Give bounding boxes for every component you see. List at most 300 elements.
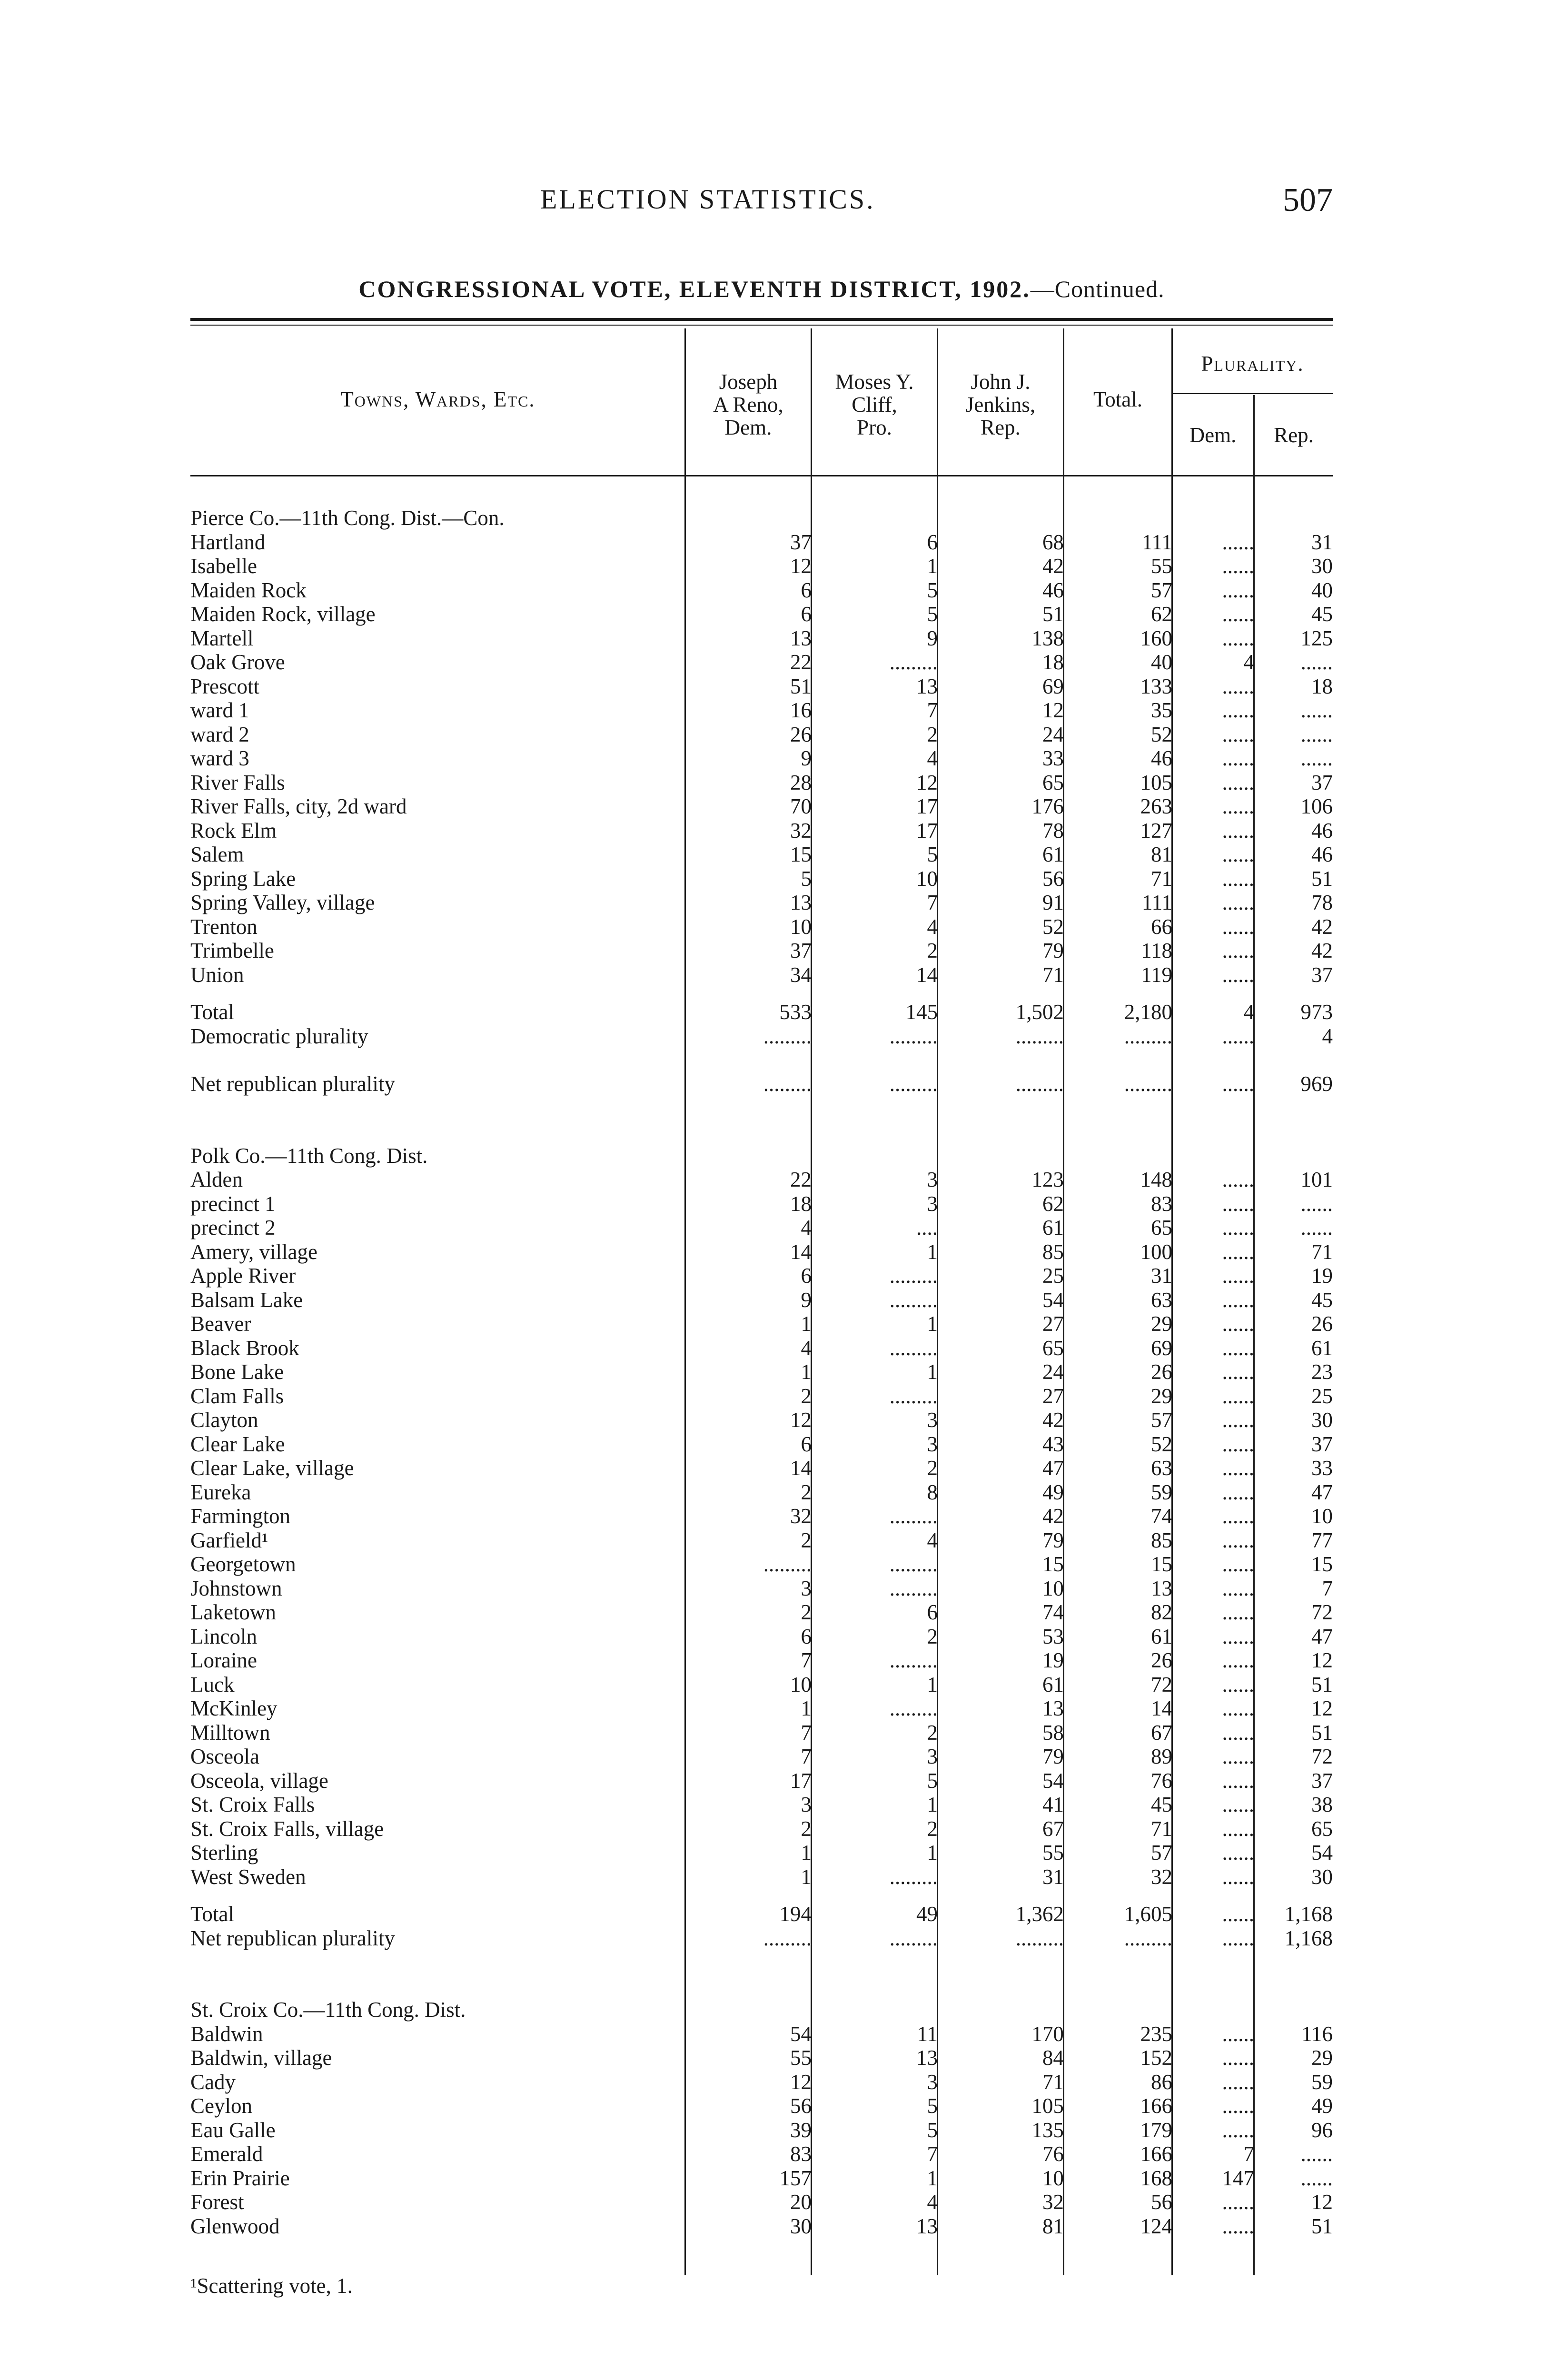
- cell-rep: 37: [1311, 962, 1333, 987]
- table-row: [190, 1360, 1333, 1384]
- row-label: Clear Lake: [190, 1432, 285, 1456]
- cell-rep: 30: [1311, 1408, 1333, 1432]
- cell-dem: ......: [1222, 770, 1254, 794]
- table-row: [190, 771, 1333, 795]
- table-row: [190, 554, 1333, 578]
- table-row: [190, 1504, 1333, 1528]
- cell-total: 82: [1151, 1600, 1172, 1624]
- row-label: ward 1: [190, 698, 249, 722]
- cell-rep: 51: [1311, 2214, 1333, 2238]
- cell-cliff: 11: [917, 2022, 938, 2046]
- cell-total: .........: [1124, 1072, 1172, 1096]
- cell-cliff: .........: [889, 1384, 938, 1408]
- cell-jenkins: 27: [1042, 1312, 1064, 1336]
- cell-jenkins: 46: [1042, 578, 1064, 602]
- cell-cliff: .........: [889, 1264, 938, 1288]
- cell-cliff: 13: [916, 2214, 938, 2238]
- cell-dem: ......: [1222, 554, 1254, 578]
- cell-total: 13: [1151, 1576, 1172, 1600]
- cell-reno: 9: [801, 746, 812, 770]
- cell-reno: 32: [790, 1504, 812, 1528]
- cell-rep: 10: [1311, 1504, 1333, 1528]
- row-label: Eureka: [190, 1480, 251, 1504]
- cell-reno: .........: [763, 1926, 812, 1950]
- cell-reno: 10: [790, 1672, 812, 1696]
- row-label: Apple River: [190, 1264, 296, 1288]
- cell-dem: ......: [1222, 1384, 1254, 1408]
- table-row: [190, 1528, 1333, 1553]
- cell-rep: ......: [1300, 1191, 1333, 1216]
- running-title: ELECTION STATISTICS.: [540, 184, 875, 215]
- row-label: Laketown: [190, 1600, 276, 1624]
- header-jenkins: John J. Jenkins, Rep.: [965, 370, 1036, 439]
- cell-cliff: 9: [927, 626, 938, 650]
- cell-total: 2,180: [1124, 1000, 1172, 1024]
- blank-row: [190, 1096, 1333, 1120]
- row-label: Total: [190, 1000, 234, 1024]
- cell-dem: ......: [1222, 674, 1254, 698]
- page-number: 507: [1283, 182, 1333, 218]
- table-row: [190, 746, 1333, 771]
- cell-cliff: 5: [927, 843, 938, 866]
- cell-total: 85: [1151, 1528, 1172, 1552]
- cell-cliff: 5: [927, 2094, 938, 2118]
- cell-rep: 30: [1311, 554, 1333, 578]
- cell-rep: 51: [1311, 866, 1333, 891]
- table-row: [190, 1721, 1333, 1745]
- cell-cliff: 8: [927, 1480, 938, 1504]
- cell-dem: ......: [1222, 2214, 1254, 2238]
- cell-reno: 2: [801, 1816, 812, 1841]
- spacer-cell: [190, 1974, 1333, 1998]
- row-label: Clayton: [190, 1408, 258, 1432]
- row-label: Maiden Rock, village: [190, 602, 376, 626]
- cell-dem: ......: [1222, 578, 1254, 602]
- cell-total: 66: [1151, 914, 1172, 939]
- cell-reno: .........: [763, 1072, 812, 1096]
- table-row: [190, 674, 1333, 699]
- cell-reno: .........: [763, 1024, 812, 1048]
- row-label: Lincoln: [190, 1624, 257, 1648]
- table-row: [190, 1264, 1333, 1288]
- cell-rep: 49: [1311, 2094, 1333, 2118]
- cell-dem: ......: [1222, 1576, 1254, 1600]
- cell-jenkins: 42: [1042, 554, 1064, 578]
- cell-cliff: 3: [927, 1745, 938, 1768]
- cell-dem: ......: [1222, 1432, 1254, 1456]
- cell-total: 71: [1151, 866, 1172, 891]
- cell-reno: 6: [801, 602, 812, 626]
- cell-jenkins: 49: [1042, 1480, 1064, 1504]
- cell-jenkins: 51: [1042, 602, 1064, 626]
- cell-cliff: 1: [927, 2166, 938, 2190]
- cell-cliff: 14: [916, 962, 938, 987]
- header-cliff: Moses Y. Cliff, Pro.: [835, 370, 914, 439]
- cell-rep: 30: [1311, 1864, 1333, 1889]
- cell-cliff: 3: [927, 1191, 938, 1216]
- row-label: Luck: [190, 1672, 235, 1696]
- blank-row: [190, 1950, 1333, 1974]
- blank-row: [190, 1048, 1333, 1072]
- table-row: [190, 1336, 1333, 1360]
- cell-rep: 46: [1311, 818, 1333, 843]
- cell-rep: 54: [1311, 1841, 1333, 1864]
- cell-cliff: .........: [889, 1072, 938, 1096]
- cell-jenkins: 25: [1042, 1264, 1064, 1288]
- cell-reno: 2: [801, 1600, 812, 1624]
- cell-total: 63: [1151, 1456, 1172, 1480]
- row-label: Salem: [190, 843, 244, 866]
- row-label: Forest: [190, 2190, 244, 2214]
- row-label: McKinley: [190, 1696, 277, 1720]
- row-label: Trimbelle: [190, 939, 274, 962]
- cell-jenkins: 85: [1042, 1240, 1064, 1264]
- cell-total: 67: [1151, 1720, 1172, 1745]
- cell-reno: 194: [779, 1902, 812, 1926]
- cell-dem: 147: [1222, 2166, 1254, 2190]
- row-label: Eau Galle: [190, 2118, 276, 2142]
- cell-dem: ......: [1222, 1720, 1254, 1745]
- row-label: Union: [190, 962, 244, 987]
- cell-rep: 31: [1311, 530, 1333, 554]
- cell-cliff: 7: [927, 698, 938, 722]
- cell-cliff: .........: [889, 1576, 938, 1600]
- cell-cliff: 3: [927, 1408, 938, 1432]
- cell-total: 57: [1151, 578, 1172, 602]
- table-row: [190, 2166, 1333, 2191]
- cell-jenkins: 33: [1042, 746, 1064, 770]
- cell-cliff: 4: [927, 2190, 938, 2214]
- cell-reno: 4: [801, 1336, 812, 1360]
- cell-jenkins: 1,362: [1015, 1902, 1064, 1926]
- cell-total: 63: [1151, 1288, 1172, 1312]
- cell-reno: 12: [790, 2070, 812, 2094]
- cell-jenkins: 69: [1042, 674, 1064, 698]
- cell-reno: 157: [779, 2166, 812, 2190]
- cell-cliff: 5: [927, 602, 938, 626]
- spacer-cell: [190, 987, 1333, 1000]
- cell-jenkins: 56: [1042, 866, 1064, 891]
- cell-rep: 33: [1311, 1456, 1333, 1480]
- cell-total: 168: [1140, 2166, 1172, 2190]
- row-label: Net republican plurality: [190, 1926, 395, 1950]
- cell-dem: ......: [1222, 1864, 1254, 1889]
- cell-rep: 46: [1311, 843, 1333, 866]
- row-label: Democratic plurality: [190, 1024, 368, 1048]
- cell-cliff: 10: [916, 866, 938, 891]
- cell-dem: ......: [1222, 1696, 1254, 1720]
- table-row: [190, 1817, 1333, 1841]
- row-label: Baldwin: [190, 2022, 263, 2046]
- row-label: Sterling: [190, 1841, 258, 1864]
- cell-cliff: 1: [927, 1312, 938, 1336]
- cell-total: 76: [1151, 1768, 1172, 1793]
- cell-total: 55: [1151, 554, 1172, 578]
- header-reno: Joseph A Reno, Dem.: [713, 370, 783, 439]
- cell-dem: ......: [1222, 530, 1254, 554]
- cell-total: .........: [1124, 1926, 1172, 1950]
- header-total: Total.: [1093, 387, 1143, 411]
- cell-total: 26: [1151, 1360, 1172, 1384]
- cell-cliff: 5: [927, 2118, 938, 2142]
- cell-jenkins: 71: [1042, 2070, 1064, 2094]
- table-row: [190, 1625, 1333, 1649]
- section-heading-row: [190, 1144, 1333, 1168]
- cell-jenkins: 53: [1042, 1624, 1064, 1648]
- row-label: St. Croix Falls: [190, 1793, 315, 1816]
- cell-total: 26: [1151, 1648, 1172, 1672]
- cell-rep: 37: [1311, 770, 1333, 794]
- cell-total: 179: [1140, 2118, 1172, 2142]
- cell-cliff: 7: [927, 891, 938, 914]
- cell-cliff: .........: [889, 1864, 938, 1889]
- cell-jenkins: 32: [1042, 2190, 1064, 2214]
- row-label: Total: [190, 1902, 234, 1926]
- header-top-rule-thin: [190, 325, 1333, 326]
- cell-reno: 17: [790, 1768, 812, 1793]
- cell-rep: 15: [1311, 1552, 1333, 1576]
- cell-total: 166: [1140, 2142, 1172, 2166]
- table-row: [190, 2190, 1333, 2214]
- table-row: [190, 650, 1333, 674]
- cell-cliff: 2: [927, 1720, 938, 1745]
- cell-dem: ......: [1222, 794, 1254, 818]
- cell-dem: ......: [1222, 1456, 1254, 1480]
- table-row: [190, 1600, 1333, 1625]
- table-row: [190, 2022, 1333, 2046]
- row-label: Bone Lake: [190, 1360, 284, 1384]
- cell-rep: ......: [1300, 1216, 1333, 1240]
- row-label: Martell: [190, 626, 254, 650]
- cell-jenkins: 76: [1042, 2142, 1064, 2166]
- row-label: Maiden Rock: [190, 578, 307, 602]
- cell-dem: ......: [1222, 1504, 1254, 1528]
- cell-cliff: 6: [927, 530, 938, 554]
- cell-cliff: 145: [905, 1000, 938, 1024]
- table-row: [190, 2094, 1333, 2118]
- cell-reno: 51: [790, 674, 812, 698]
- cell-rep: 77: [1311, 1528, 1333, 1552]
- cell-reno: 1: [801, 1841, 812, 1864]
- cell-rep: 37: [1311, 1432, 1333, 1456]
- cell-rep: ......: [1300, 746, 1333, 770]
- cell-rep: 25: [1311, 1384, 1333, 1408]
- cell-cliff: 13: [916, 2046, 938, 2070]
- cell-total: 46: [1151, 746, 1172, 770]
- table-row: [190, 530, 1333, 555]
- cell-reno: 14: [790, 1240, 812, 1264]
- cell-rep: 969: [1300, 1072, 1333, 1096]
- cell-reno: 1: [801, 1696, 812, 1720]
- cell-jenkins: 79: [1042, 1528, 1064, 1552]
- cell-dem: ......: [1222, 722, 1254, 746]
- table-row: [190, 1312, 1333, 1336]
- cell-total: 166: [1140, 2094, 1172, 2118]
- cell-rep: ......: [1300, 698, 1333, 722]
- cell-reno: 14: [790, 1456, 812, 1480]
- spacer-cell: [190, 1120, 1333, 1144]
- row-label: Osceola: [190, 1745, 259, 1768]
- table-row: [190, 939, 1333, 963]
- cell-reno: .........: [763, 1552, 812, 1576]
- cell-dem: ......: [1222, 1240, 1254, 1264]
- cell-rep: 12: [1311, 1696, 1333, 1720]
- cell-total: 133: [1140, 674, 1172, 698]
- cell-dem: ......: [1222, 1288, 1254, 1312]
- cell-rep: 42: [1311, 939, 1333, 962]
- cell-jenkins: 27: [1042, 1384, 1064, 1408]
- cell-jenkins: 62: [1042, 1191, 1064, 1216]
- cell-dem: ......: [1222, 1600, 1254, 1624]
- cell-reno: 6: [801, 1432, 812, 1456]
- cell-rep: 47: [1311, 1624, 1333, 1648]
- table-row: [190, 1552, 1333, 1577]
- cell-cliff: 13: [916, 674, 938, 698]
- cell-reno: 7: [801, 1720, 812, 1745]
- section-heading-row: [190, 1998, 1333, 2022]
- cell-total: 111: [1141, 530, 1172, 554]
- cell-dem: ......: [1222, 1624, 1254, 1648]
- total-row: [190, 1902, 1333, 1926]
- row-label: Erin Prairie: [190, 2166, 290, 2190]
- cell-total: 29: [1151, 1312, 1172, 1336]
- table-row: [190, 1841, 1333, 1865]
- table-row: [190, 915, 1333, 939]
- table-row: [190, 1072, 1333, 1096]
- cell-total: 57: [1151, 1408, 1172, 1432]
- row-label: Milltown: [190, 1720, 270, 1745]
- cell-jenkins: 58: [1042, 1720, 1064, 1745]
- cell-reno: 55: [790, 2046, 812, 2070]
- cell-dem: ......: [1222, 914, 1254, 939]
- cell-jenkins: 52: [1042, 914, 1064, 939]
- cell-dem: ......: [1222, 818, 1254, 843]
- cell-total: 61: [1151, 1624, 1172, 1648]
- cell-dem: ......: [1222, 1408, 1254, 1432]
- cell-rep: 12: [1311, 1648, 1333, 1672]
- cell-reno: 1: [801, 1360, 812, 1384]
- cell-reno: 32: [790, 818, 812, 843]
- cell-total: .........: [1124, 1024, 1172, 1048]
- cell-dem: ......: [1222, 2118, 1254, 2142]
- table-row: [190, 1240, 1333, 1264]
- cell-reno: 22: [790, 1168, 812, 1191]
- total-row: [190, 1000, 1333, 1024]
- cell-total: 65: [1151, 1216, 1172, 1240]
- cell-rep: 1,168: [1284, 1926, 1333, 1950]
- cell-reno: 34: [790, 962, 812, 987]
- cell-total: 118: [1141, 939, 1172, 962]
- cell-total: 148: [1140, 1168, 1172, 1191]
- cell-cliff: .........: [889, 1336, 938, 1360]
- spacer-row: [190, 1889, 1333, 1902]
- cell-cliff: 17: [916, 794, 938, 818]
- cell-cliff: 4: [927, 1528, 938, 1552]
- cell-rep: 1,168: [1284, 1902, 1333, 1926]
- cell-reno: 22: [790, 650, 812, 674]
- cell-dem: ......: [1222, 1264, 1254, 1288]
- row-label: ward 2: [190, 722, 249, 746]
- cell-rep: 973: [1300, 1000, 1333, 1024]
- cell-total: 52: [1151, 1432, 1172, 1456]
- cell-cliff: .........: [889, 1926, 938, 1950]
- table-row: [190, 891, 1333, 915]
- blank-row: [190, 1974, 1333, 1998]
- table-row: [190, 1769, 1333, 1793]
- spacer-cell: [190, 1048, 1333, 1072]
- cell-rep: 72: [1311, 1600, 1333, 1624]
- cell-dem: ......: [1222, 2190, 1254, 2214]
- cell-rep: 96: [1311, 2118, 1333, 2142]
- cell-total: 89: [1151, 1745, 1172, 1768]
- cell-cliff: 2: [927, 1816, 938, 1841]
- row-label: ward 3: [190, 746, 249, 770]
- cell-dem: ......: [1222, 746, 1254, 770]
- cell-jenkins: 41: [1042, 1793, 1064, 1816]
- row-label: Prescott: [190, 674, 259, 698]
- cell-cliff: .........: [889, 1648, 938, 1672]
- cell-jenkins: 19: [1042, 1648, 1064, 1672]
- table-row: [190, 1480, 1333, 1505]
- cell-rep: 106: [1300, 794, 1333, 818]
- cell-dem: ......: [1222, 1024, 1254, 1048]
- cell-reno: 10: [790, 914, 812, 939]
- cell-rep: 26: [1311, 1312, 1333, 1336]
- row-label: West Sweden: [190, 1864, 306, 1889]
- cell-reno: 12: [790, 554, 812, 578]
- table-row: [190, 578, 1333, 603]
- cell-cliff: 1: [927, 1841, 938, 1864]
- cell-jenkins: 42: [1042, 1408, 1064, 1432]
- cell-total: 40: [1151, 650, 1172, 674]
- cell-dem: ......: [1222, 2070, 1254, 2094]
- vote-table: [190, 506, 1333, 2238]
- cell-jenkins: 61: [1042, 1672, 1064, 1696]
- table-row: [190, 963, 1333, 987]
- cell-jenkins: 78: [1042, 818, 1064, 843]
- cell-jenkins: 43: [1042, 1432, 1064, 1456]
- cell-dem: ......: [1222, 962, 1254, 987]
- row-label: Beaver: [190, 1312, 251, 1336]
- row-label: Spring Valley, village: [190, 891, 375, 914]
- cell-rep: 23: [1311, 1360, 1333, 1384]
- cell-dem: ......: [1222, 1216, 1254, 1240]
- cell-rep: 19: [1311, 1264, 1333, 1288]
- cell-cliff: 1: [927, 1672, 938, 1696]
- row-label: Emerald: [190, 2142, 263, 2166]
- cell-reno: 54: [790, 2022, 812, 2046]
- cell-total: 52: [1151, 722, 1172, 746]
- cell-dem: ......: [1222, 939, 1254, 962]
- cell-total: 235: [1140, 2022, 1172, 2046]
- cell-total: 152: [1140, 2046, 1172, 2070]
- table-title-continued: —Continued.: [1030, 276, 1165, 302]
- cell-rep: ......: [1300, 722, 1333, 746]
- cell-dem: ......: [1222, 1480, 1254, 1504]
- cell-cliff: 2: [927, 722, 938, 746]
- cell-jenkins: 42: [1042, 1504, 1064, 1528]
- cell-cliff: 7: [927, 2142, 938, 2166]
- row-label: Garfield¹: [190, 1528, 268, 1552]
- row-label: Alden: [190, 1168, 243, 1191]
- cell-total: 74: [1151, 1504, 1172, 1528]
- cell-rep: 4: [1322, 1024, 1333, 1048]
- cell-cliff: 3: [927, 1432, 938, 1456]
- table-row: [190, 2214, 1333, 2239]
- cell-total: 105: [1140, 770, 1172, 794]
- row-label: Rock Elm: [190, 818, 277, 843]
- table-row: [190, 1288, 1333, 1312]
